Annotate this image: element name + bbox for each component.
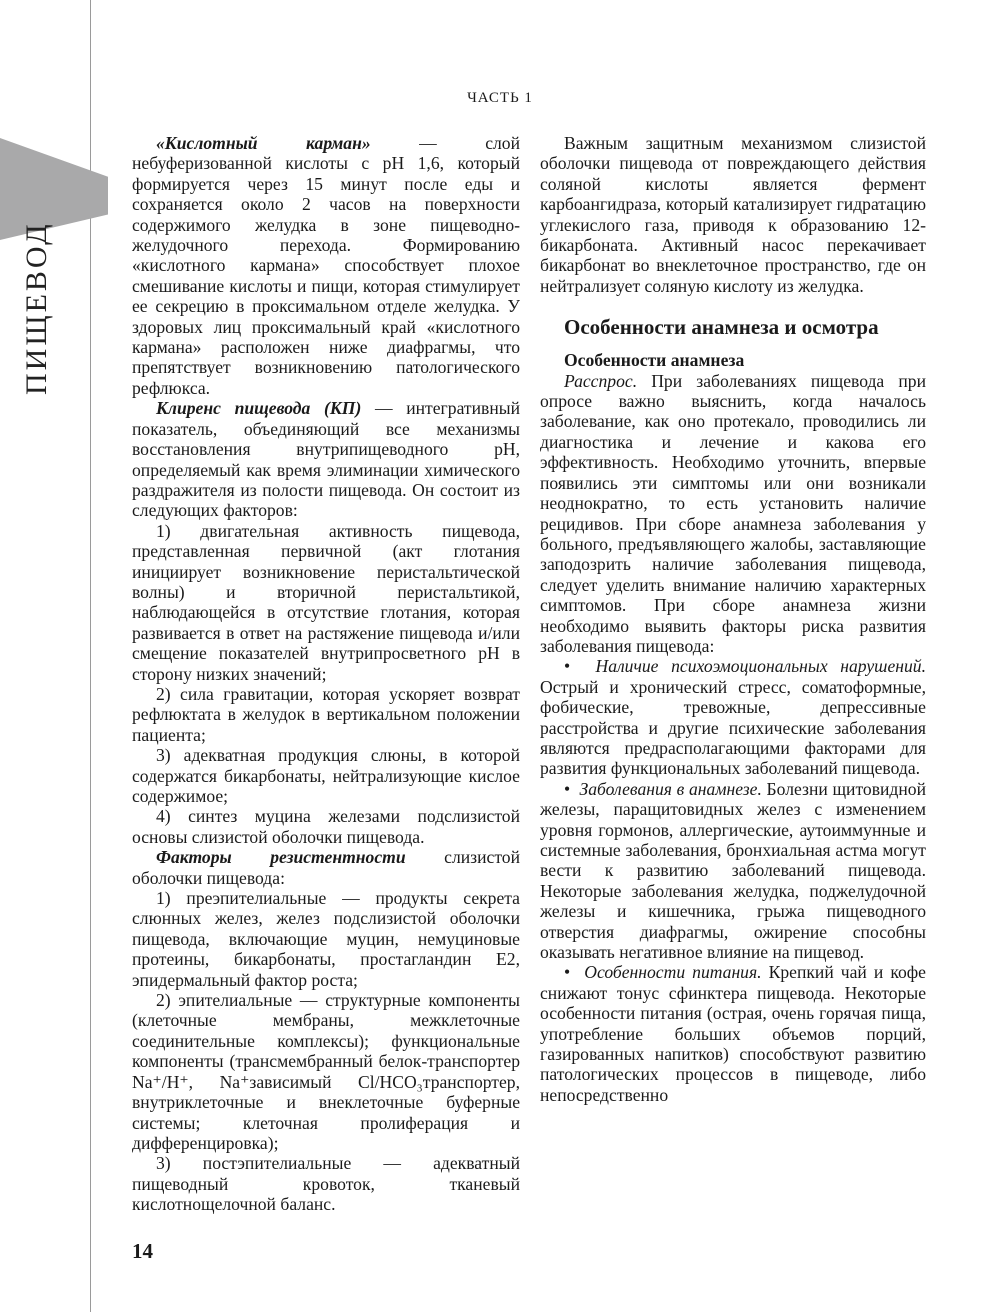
paragraph-text: — интегративный показатель, объединяющий все механизмы восстановления внутрипищеводного pH, определяемый как время элиминации химического раздражителя из полости пищевода. Он состоит из следующих факторов: (132, 398, 520, 521)
term: Заболевания в анамнезе. (579, 778, 762, 799)
paragraph: 2) сила гравитации, которая ускоряет возврат рефлюктата в желудок в вертикальном положении пациента; (132, 683, 520, 745)
term: Факторы резистентности (156, 847, 406, 868)
paragraph (132, 398, 520, 520)
paragraph: 3) постэпителиальные — адекватный пищеводный кровоток, тканевый кислотнощелочной баланс. (132, 1153, 520, 1215)
term: Особенности питания. (584, 962, 762, 983)
paragraph-text: — слой небуферизованной кислоты с pH 1,6, который формируется через 15 минут после еды и сохраняется около 2 часов на поверхности содержимого желудка в зоне пищеводно-желудочного перехода. Формированию «кислотного кармана» способствует плохое смешивание кислоты и пищи, которая стимулирует ее секрецию в проксимальном отделе желудка. У здоровых лиц проксимальный край «кислотного кармана» расположен ниже диафрагмы, что препятствует возникновению патологического рефлюкса. (132, 133, 520, 398)
paragraph-text: Болезни щитовидной железы, паращитовидных желез с изменением уровня гормонов, аллергические, аутоиммунные и системные заболевания, бронхиальная астма могут вести к развитию заболеваний пищевода. Некоторые заболевания желудка, поджелудочной железы и кишечника, грыжа пищеводного отверстия диафрагмы, ожирение способны оказывать негативное влияние на пищевод. (540, 778, 926, 963)
term: «Кислотный карман» (156, 133, 371, 153)
paragraph (132, 133, 520, 398)
bullet-item (540, 962, 926, 1105)
paragraph: 2) эпителиальные — структурные компоненты (клеточные мембраны, межклеточные соединительные комплексы); функциональные компоненты (трансмембранный белок-транспортер Na⁺/H⁺, Na⁺зависимый Cl/HCO₃транспортер, внутриклеточные и внеклеточные буферные системы; клеточная пролиферация и дифференцировка); (132, 990, 520, 1153)
bullet-icon: • (564, 962, 571, 983)
term: Наличие психоэмоциональных нарушений. (595, 656, 926, 677)
bullet-item (540, 779, 926, 963)
paragraph (540, 371, 926, 657)
paragraph-text: Острый и хронический стресс, соматоформные, фобические, тревожные, депрессивные расстройства и другие психические заболевания являются предрасполагающими факторами для развития функциональных заболеваний пищевода. (540, 676, 926, 779)
section-heading: Особенности анамнеза и осмотра (564, 315, 879, 340)
paragraph: 3) адекватная продукция слюны, в которой содержатся бикарбонаты, нейтрализующие кислое содержимое; (132, 745, 520, 806)
bullet-icon: • (564, 656, 571, 677)
term: Клиренс пищевода (КП) (156, 398, 362, 419)
paragraph: 1) преэпителиальные — продукты секрета слюнных желез, желез подслизистой оболочки пищевода, включающие муцин, немуциновые протеины, бикарбонаты, простагландин Е2, эпидермальный фактор роста; (132, 888, 520, 990)
section-side-label: ПИЩЕВОД (20, 221, 53, 395)
paragraph: Важным защитным механизмом слизистой оболочки пищевода от повреждающего действия соляной кислоты является фермент карбоангидраза, который катализирует гидратацию углекислого газа, приводя к образованию 12-бикарбоната. Активный насос перекачивает бикарбонат во внеклеточное пространство, где он нейтрализует соляную кислоту из желудка. (540, 133, 926, 296)
paragraph (132, 847, 520, 888)
bullet-icon: • (564, 778, 571, 799)
paragraph-text: слизистой оболочки пищевода: (132, 847, 521, 888)
paragraph: 1) двигательная активность пищевода, представленная первичной (акт глотания инициирует возникновение перистальтической волны) и вторичной перистальтикой, наблюдающейся в отсутствие глотания, которая развивается в ответ на растяжение пищевода и/или смещение показателей внутрипросветного pH в сторону низких значений; (132, 520, 520, 684)
left-column (132, 133, 520, 1261)
right-column (540, 133, 926, 1105)
term: Расспрос. (564, 370, 638, 391)
running-header: ЧАСТЬ 1 (467, 90, 533, 106)
paragraph-text: При заболеваниях пищевода при опросе важно выяснить, когда началось заболевание, как оно протекало, проводились ли диагностика и лечение и какова его эффективность. Необходимо уточнить, впервые появились эти симптомы или они возникали неоднократно, то есть установить наличие рецидивов. При сборе анамнеза заболевания у больного, предъявляющего жалобы, заставляющие заподозрить наличие заболевания пищевода, следует уделить внимание наличию характерных симптомов. При сборе анамнеза жизни необходимо выявить факторы риска развития заболевания пищевода: (540, 370, 926, 656)
page-number: 14 (132, 1238, 153, 1263)
paragraph-text: Крепкий чай и кофе снижают тонус сфинктера пищевода. Некоторые особенности питания (острая, очень горячая пища, употребление больших объемов порций, газированных напитков) способствуют развитию патологических процессов в пищеводе, либо непосредственно (540, 962, 926, 1105)
bullet-item (540, 656, 926, 778)
paragraph: 4) синтез муцина железами подслизистой основы слизистой оболочки пищевода. (132, 806, 520, 847)
subsection-heading: Особенности анамнеза (564, 350, 745, 371)
